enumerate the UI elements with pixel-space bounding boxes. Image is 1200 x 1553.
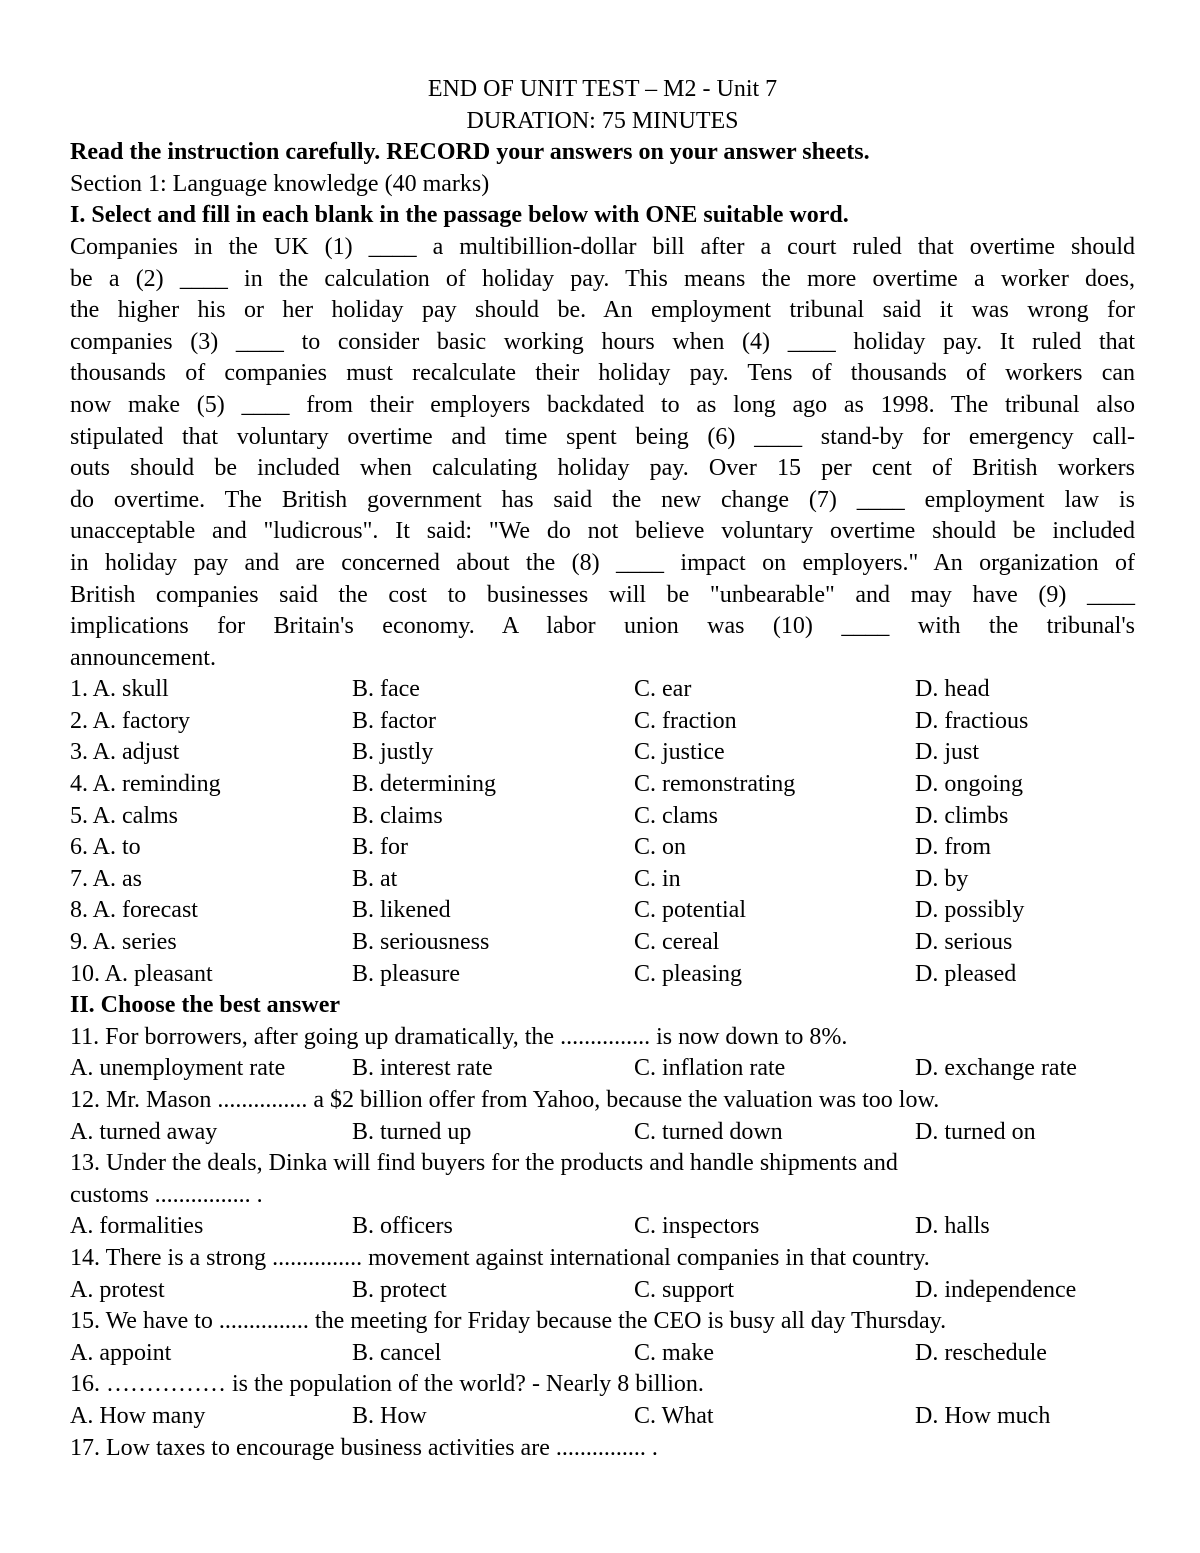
option-row-3: [70, 737, 1135, 769]
option-row-10: [70, 959, 1135, 991]
option-c: C. inflation rate: [634, 1055, 786, 1082]
option-c: C. ear: [634, 676, 692, 703]
question-13: 13. Under the deals, Dinka will find buyers for the products and handle shipments and: [70, 1150, 898, 1177]
option-c: C. clams: [634, 802, 718, 829]
option-b: B. How: [352, 1402, 427, 1429]
part1-heading: I. Select and fill in each blank in the passage below with ONE suitable word.: [70, 202, 849, 229]
option-d: D. from: [915, 834, 991, 861]
option-b: B. for: [352, 834, 408, 861]
option-c: C. support: [634, 1276, 735, 1303]
passage-line: the higher his or her holiday pay should be. An employment tribunal said it was wrong for: [70, 297, 1135, 324]
passage-line: do overtime. The British government has said the new change (7) ____ employment law is: [70, 486, 1135, 513]
option-b: B. officers: [352, 1213, 453, 1240]
passage-line: be a (2) ____ in the calculation of holiday pay. This means the more overtime a worker does,: [70, 265, 1135, 292]
option-c: C. What: [634, 1402, 714, 1429]
option-d: D. serious: [915, 929, 1013, 956]
option-a: 4. A. reminding: [70, 771, 221, 798]
option-b: B. at: [352, 865, 398, 892]
part1-options: [70, 674, 1135, 990]
option-a: 1. A. skull: [70, 676, 169, 703]
option-a: 5. A. calms: [70, 802, 178, 829]
option-c: C. on: [634, 834, 687, 861]
option-row-9: [70, 927, 1135, 959]
q12-options: [70, 1117, 1135, 1149]
q14-options: [70, 1275, 1135, 1307]
option-a: 3. A. adjust: [70, 739, 180, 766]
passage-line: companies (3) ____ to consider basic working hours when (4) ____ holiday pay. It ruled that: [70, 328, 1135, 355]
option-d: D. fractious: [915, 707, 1029, 734]
option-d: D. exchange rate: [915, 1055, 1077, 1082]
instruction-text: Read the instruction carefully. RECORD your answers on your answer sheets.: [70, 139, 870, 166]
passage-line: Companies in the UK (1) ____ a multibillion-dollar bill after a court ruled that overtime should: [70, 233, 1135, 260]
passage-line: British companies said the cost to businesses will be "unbearable" and may have (9) ____: [70, 581, 1135, 608]
option-a: A. protest: [70, 1276, 165, 1303]
option-d: D. head: [915, 676, 990, 703]
passage-line: implications for Britain's economy. A labor union was (10) ____ with the tribunal's: [70, 613, 1135, 640]
option-b: B. justly: [352, 739, 434, 766]
option-d: D. How much: [915, 1402, 1051, 1429]
option-a: 2. A. factory: [70, 707, 190, 734]
option-c: C. inspectors: [634, 1213, 760, 1240]
option-c: C. turned down: [634, 1118, 783, 1145]
option-d: D. independence: [915, 1276, 1077, 1303]
option-d: D. just: [915, 739, 980, 766]
option-d: D. by: [915, 865, 969, 892]
question-17: 17. Low taxes to encourage business activities are ............... .: [70, 1434, 658, 1461]
option-d: D. halls: [915, 1213, 990, 1240]
question-13-cont: customs ................ .: [70, 1181, 263, 1208]
passage-line: in holiday pay and are concerned about the (8) ____ impact on employers." An organization of: [70, 549, 1135, 576]
question-12: 12. Mr. Mason ............... a $2 billion offer from Yahoo, because the valuation was too low.: [70, 1087, 940, 1113]
option-b: B. protect: [352, 1276, 447, 1303]
option-a: A. unemployment rate: [70, 1055, 286, 1082]
part2-heading: II. Choose the best answer: [70, 992, 340, 1019]
q11-options: [70, 1053, 1135, 1085]
passage-line: stipulated that voluntary overtime and time spent being (6) ____ stand-by for emergency call-: [70, 423, 1135, 450]
option-d: D. ongoing: [915, 771, 1023, 798]
option-b: B. determining: [352, 771, 496, 798]
option-a: A. formalities: [70, 1213, 204, 1240]
question-16: 16. …………… is the population of the world? - Nearly 8 billion.: [70, 1371, 704, 1398]
option-d: D. turned on: [915, 1118, 1036, 1145]
option-a: 10. A. pleasant: [70, 960, 213, 987]
option-c: C. pleasing: [634, 960, 742, 987]
passage-line: thousands of companies must recalculate their holiday pay. Tens of thousands of workers can: [70, 360, 1135, 387]
q16-options: [70, 1401, 1135, 1433]
option-b: B. claims: [352, 802, 443, 829]
option-d: D. pleased: [915, 960, 1017, 987]
option-b: B. seriousness: [352, 929, 490, 956]
option-a: 6. A. to: [70, 834, 141, 861]
option-c: C. fraction: [634, 707, 737, 734]
option-c: C. remonstrating: [634, 771, 796, 798]
option-row-6: [70, 832, 1135, 864]
passage-line: now make (5) ____ from their employers backdated to as long ago as 1998. The tribunal also: [70, 391, 1135, 418]
q13-options: [70, 1211, 1135, 1243]
option-c: C. make: [634, 1339, 714, 1366]
option-b: B. factor: [352, 707, 436, 734]
option-d: D. reschedule: [915, 1339, 1047, 1366]
option-b: B. cancel: [352, 1339, 442, 1366]
option-row-2: [70, 706, 1135, 738]
option-a: A. How many: [70, 1402, 206, 1429]
option-row-1: [70, 674, 1135, 706]
option-c: C. cereal: [634, 929, 720, 956]
option-row-4: [70, 769, 1135, 801]
option-c: C. in: [634, 865, 681, 892]
option-b: B. face: [352, 676, 420, 703]
option-d: D. possibly: [915, 897, 1025, 924]
option-a: 9. A. series: [70, 929, 177, 956]
question-14: 14. There is a strong ............... movement against international companies in that country.: [70, 1244, 930, 1271]
option-a: 8. A. forecast: [70, 897, 198, 924]
option-d: D. climbs: [915, 802, 1009, 829]
option-row-5: [70, 801, 1135, 833]
option-b: B. interest rate: [352, 1055, 493, 1082]
test-page: [70, 74, 1135, 1464]
test-duration: DURATION: 75 MINUTES: [466, 107, 739, 134]
option-row-7: [70, 864, 1135, 896]
test-title: END OF UNIT TEST – M2 - Unit 7: [427, 76, 778, 102]
passage-line: outs should be included when calculating holiday pay. Over 15 per cent of British workers: [70, 455, 1135, 482]
option-b: B. turned up: [352, 1118, 472, 1145]
section-heading: Section 1: Language knowledge (40 marks): [70, 170, 490, 197]
option-a: A. appoint: [70, 1339, 172, 1366]
option-b: B. likened: [352, 897, 451, 924]
option-c: C. potential: [634, 897, 746, 924]
passage-line: unacceptable and "ludicrous". It said: "We do not believe voluntary overtime should be included: [70, 518, 1135, 545]
option-row-8: [70, 895, 1135, 927]
option-a: 7. A. as: [70, 865, 142, 892]
passage-line: announcement.: [70, 644, 216, 671]
question-15: 15. We have to ............... the meeting for Friday because the CEO is busy all day Thursday.: [70, 1308, 947, 1335]
q15-options: [70, 1338, 1135, 1370]
option-b: B. pleasure: [352, 960, 460, 987]
question-11: 11. For borrowers, after going up dramatically, the ............... is now down to 8%.: [70, 1023, 848, 1050]
option-a: A. turned away: [70, 1118, 218, 1145]
passage: [70, 232, 1135, 674]
option-c: C. justice: [634, 739, 725, 766]
